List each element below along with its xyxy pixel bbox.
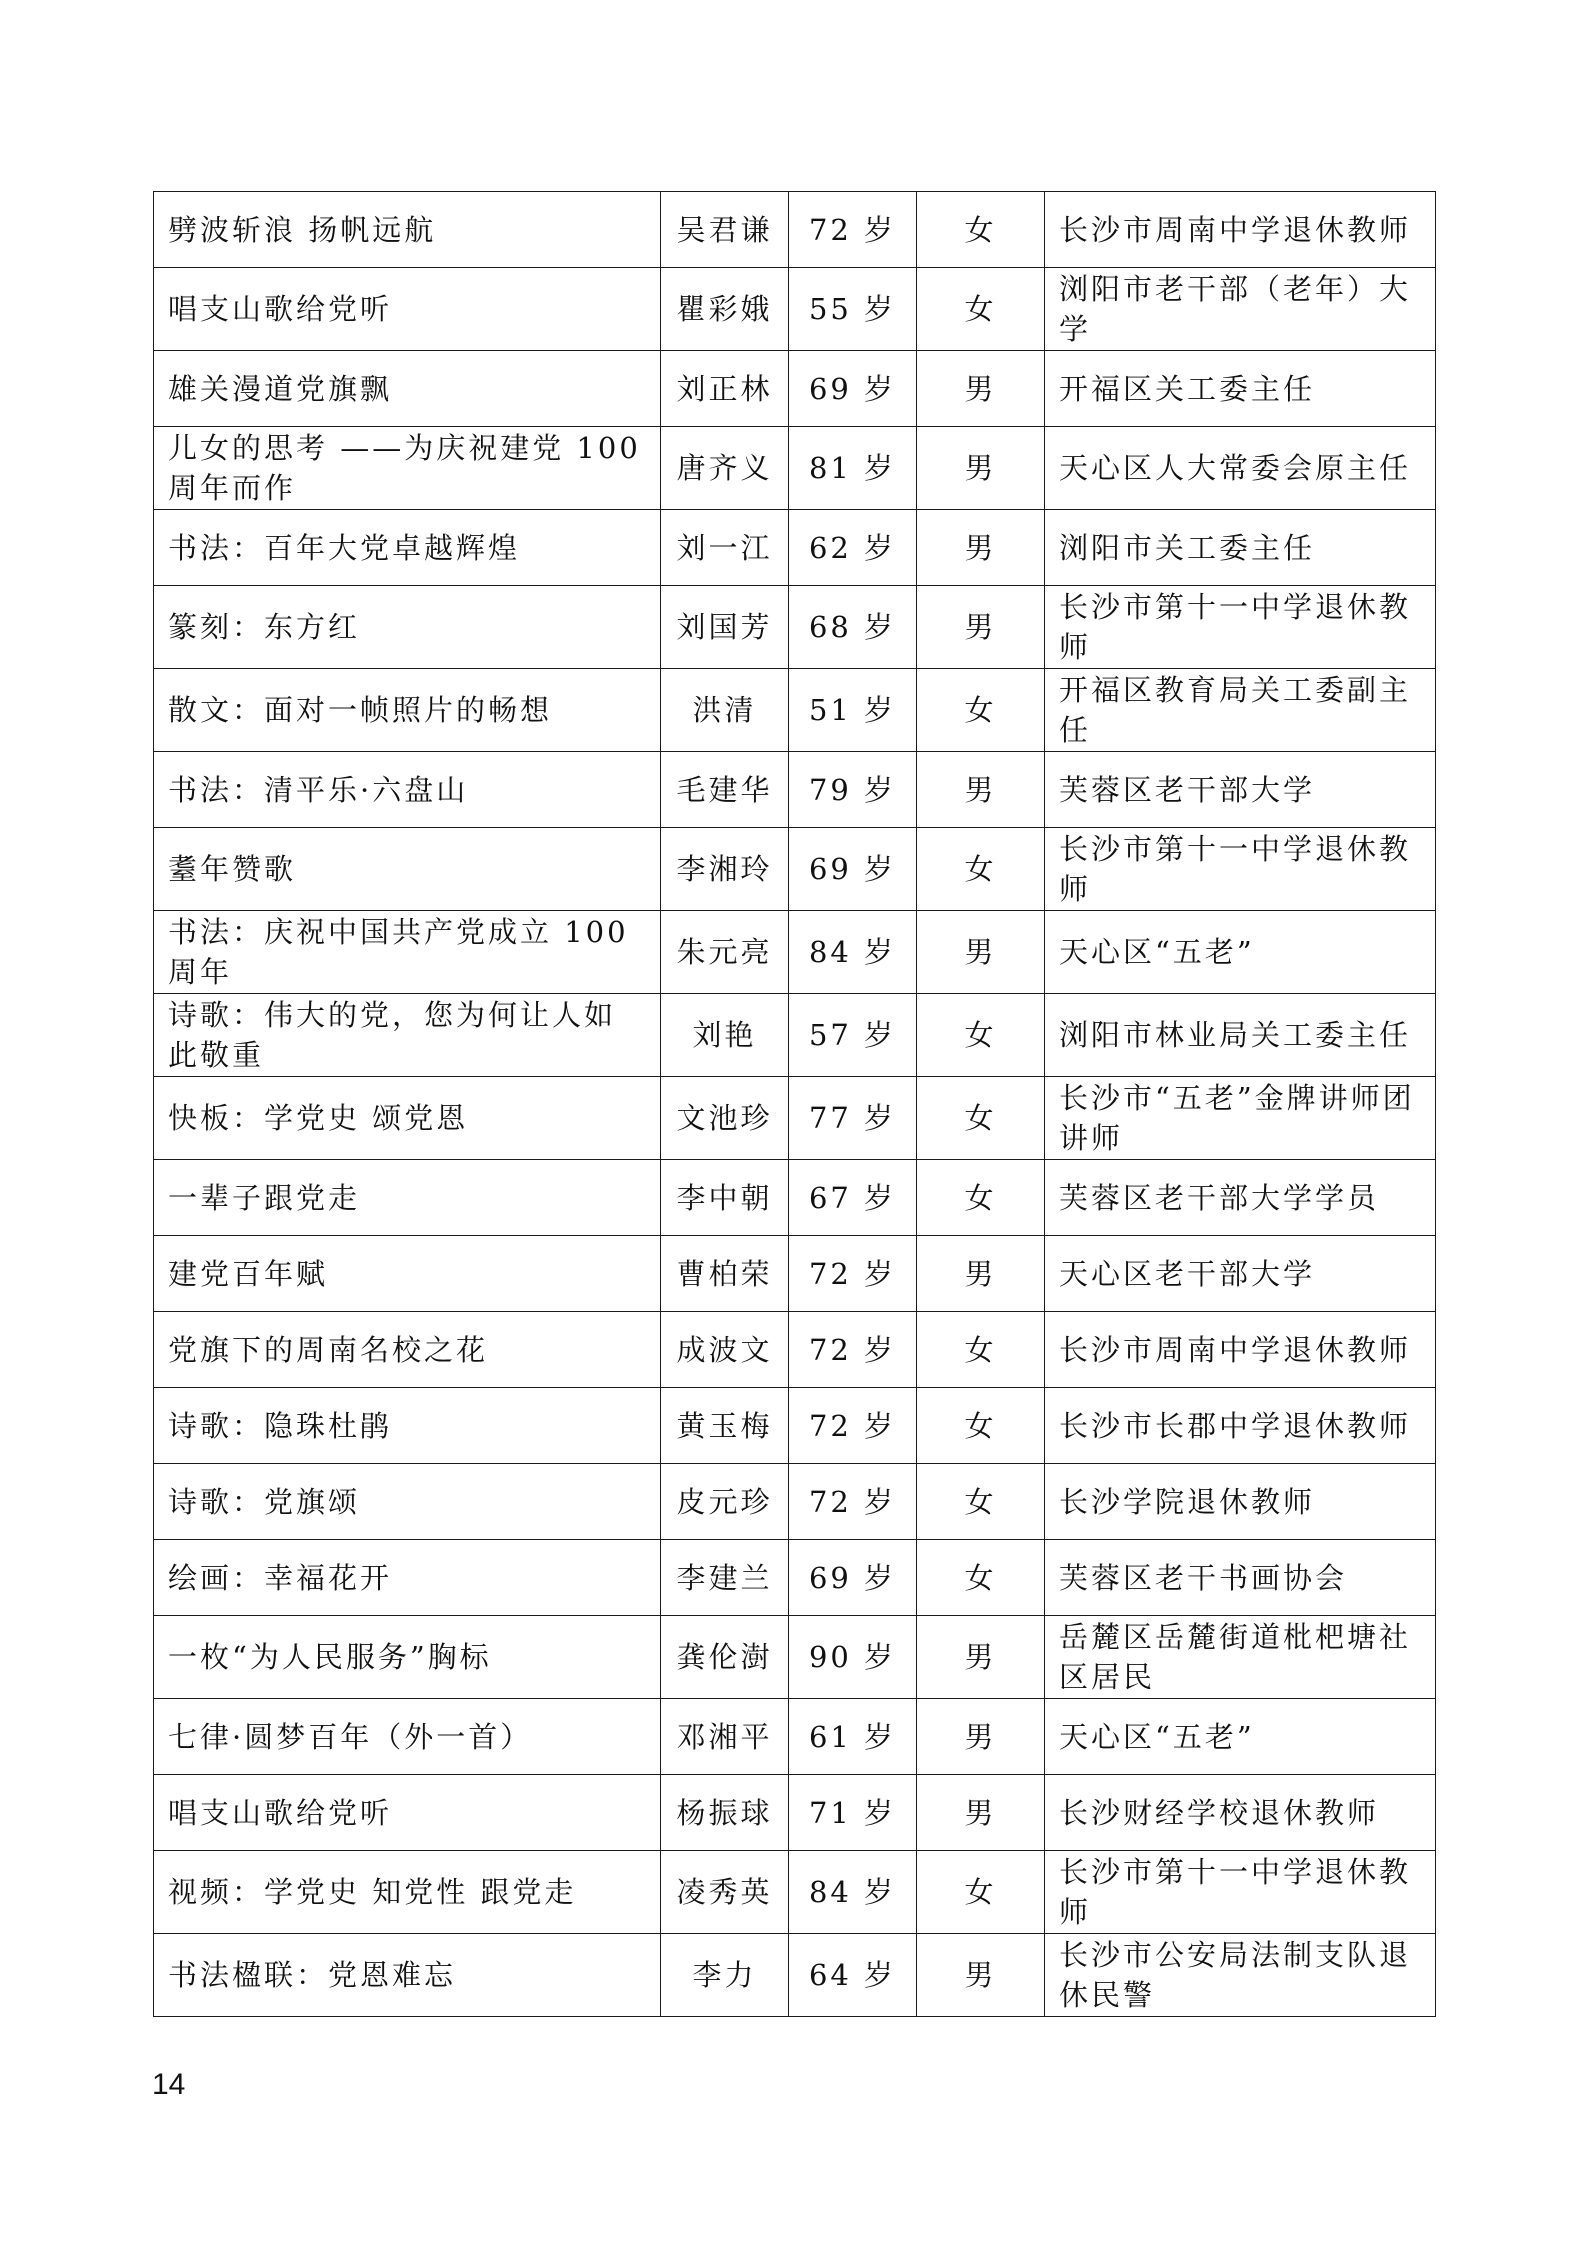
author-name-cell: 毛建华: [661, 752, 789, 828]
author-gender-cell: 女: [917, 1464, 1045, 1540]
author-gender-cell: 男: [917, 1236, 1045, 1312]
author-gender-cell: 男: [917, 586, 1045, 669]
table-row: [154, 510, 1436, 586]
author-age-cell: 72 岁: [789, 1464, 917, 1540]
table-row: [154, 586, 1436, 669]
author-age-cell: 84 岁: [789, 1851, 917, 1934]
author-gender-cell: 女: [917, 994, 1045, 1077]
table-row: [154, 1699, 1436, 1775]
entry-title-cell: 绘画：幸福花开: [154, 1540, 661, 1616]
author-gender-cell: 女: [917, 1077, 1045, 1160]
author-gender-cell: 男: [917, 1775, 1045, 1851]
entry-title-cell: 儿女的思考 ——为庆祝建党 100 周年而作: [154, 427, 661, 510]
entry-title-cell: 书法：庆祝中国共产党成立 100 周年: [154, 911, 661, 994]
author-unit-cell: 长沙市周南中学退休教师: [1045, 1312, 1436, 1388]
author-unit-cell: 长沙市第十一中学退休教师: [1045, 586, 1436, 669]
entry-title-cell: 一枚“为人民服务”胸标: [154, 1616, 661, 1699]
author-name-cell: 刘一江: [661, 510, 789, 586]
author-age-cell: 71 岁: [789, 1775, 917, 1851]
author-name-cell: 曹柏荣: [661, 1236, 789, 1312]
author-name-cell: 吴君谦: [661, 192, 789, 268]
author-gender-cell: 女: [917, 828, 1045, 911]
author-gender-cell: 男: [917, 1699, 1045, 1775]
entry-title-cell: 书法：百年大党卓越辉煌: [154, 510, 661, 586]
author-unit-cell: 天心区人大常委会原主任: [1045, 427, 1436, 510]
author-age-cell: 72 岁: [789, 1312, 917, 1388]
author-unit-cell: 长沙财经学校退休教师: [1045, 1775, 1436, 1851]
entry-title-cell: 书法：清平乐·六盘山: [154, 752, 661, 828]
entry-title-cell: 快板：学党史 颂党恩: [154, 1077, 661, 1160]
author-unit-cell: 长沙市长郡中学退休教师: [1045, 1388, 1436, 1464]
author-gender-cell: 女: [917, 1312, 1045, 1388]
table-row: [154, 669, 1436, 752]
table-row: [154, 1851, 1436, 1934]
author-name-cell: 李中朝: [661, 1160, 789, 1236]
author-gender-cell: 女: [917, 1160, 1045, 1236]
author-age-cell: 68 岁: [789, 586, 917, 669]
author-unit-cell: 天心区“五老”: [1045, 911, 1436, 994]
table-row: [154, 1464, 1436, 1540]
entries-table: [153, 191, 1436, 2017]
table-row: [154, 1775, 1436, 1851]
author-age-cell: 81 岁: [789, 427, 917, 510]
table-row: [154, 1934, 1436, 2017]
entry-title-cell: 建党百年赋: [154, 1236, 661, 1312]
author-unit-cell: 岳麓区岳麓街道枇杷塘社区居民: [1045, 1616, 1436, 1699]
author-age-cell: 51 岁: [789, 669, 917, 752]
author-gender-cell: 女: [917, 1851, 1045, 1934]
table-row: [154, 192, 1436, 268]
author-gender-cell: 男: [917, 1934, 1045, 2017]
entry-title-cell: 诗歌：党旗颂: [154, 1464, 661, 1540]
entry-title-cell: 诗歌：隐珠杜鹃: [154, 1388, 661, 1464]
author-name-cell: 邓湘平: [661, 1699, 789, 1775]
entry-title-cell: 劈波斩浪 扬帆远航: [154, 192, 661, 268]
author-name-cell: 李湘玲: [661, 828, 789, 911]
author-gender-cell: 男: [917, 911, 1045, 994]
author-gender-cell: 女: [917, 1540, 1045, 1616]
author-name-cell: 刘正林: [661, 351, 789, 427]
author-unit-cell: 长沙市“五老”金牌讲师团讲师: [1045, 1077, 1436, 1160]
author-unit-cell: 芙蓉区老干部大学: [1045, 752, 1436, 828]
entry-title-cell: 视频：学党史 知党性 跟党走: [154, 1851, 661, 1934]
table-row: [154, 1616, 1436, 1699]
author-unit-cell: 长沙市周南中学退休教师: [1045, 192, 1436, 268]
entries-table-body: [154, 192, 1436, 2017]
author-unit-cell: 浏阳市关工委主任: [1045, 510, 1436, 586]
author-gender-cell: 男: [917, 427, 1045, 510]
table-row: [154, 1077, 1436, 1160]
author-name-cell: 瞿彩娥: [661, 268, 789, 351]
table-row: [154, 1388, 1436, 1464]
author-name-cell: 洪清: [661, 669, 789, 752]
author-age-cell: 72 岁: [789, 192, 917, 268]
author-unit-cell: 天心区“五老”: [1045, 1699, 1436, 1775]
author-unit-cell: 长沙市第十一中学退休教师: [1045, 1851, 1436, 1934]
author-unit-cell: 芙蓉区老干部大学学员: [1045, 1160, 1436, 1236]
entry-title-cell: 书法楹联：党恩难忘: [154, 1934, 661, 2017]
author-age-cell: 77 岁: [789, 1077, 917, 1160]
entry-title-cell: 唱支山歌给党听: [154, 268, 661, 351]
author-unit-cell: 开福区教育局关工委副主任: [1045, 669, 1436, 752]
author-age-cell: 69 岁: [789, 351, 917, 427]
entry-title-cell: 一辈子跟党走: [154, 1160, 661, 1236]
author-age-cell: 62 岁: [789, 510, 917, 586]
table-row: [154, 752, 1436, 828]
table-row: [154, 1236, 1436, 1312]
author-name-cell: 黄玉梅: [661, 1388, 789, 1464]
table-row: [154, 828, 1436, 911]
author-unit-cell: 芙蓉区老干书画协会: [1045, 1540, 1436, 1616]
author-age-cell: 84 岁: [789, 911, 917, 994]
table-row: [154, 427, 1436, 510]
table-row: [154, 994, 1436, 1077]
author-gender-cell: 男: [917, 510, 1045, 586]
author-name-cell: 唐齐义: [661, 427, 789, 510]
page-number: 14: [152, 2068, 186, 2101]
author-name-cell: 刘国芳: [661, 586, 789, 669]
author-name-cell: 文池珍: [661, 1077, 789, 1160]
author-unit-cell: 浏阳市老干部（老年）大学: [1045, 268, 1436, 351]
author-age-cell: 72 岁: [789, 1388, 917, 1464]
table-row: [154, 268, 1436, 351]
author-unit-cell: 浏阳市林业局关工委主任: [1045, 994, 1436, 1077]
entry-title-cell: 七律·圆梦百年（外一首）: [154, 1699, 661, 1775]
author-age-cell: 57 岁: [789, 994, 917, 1077]
author-unit-cell: 长沙学院退休教师: [1045, 1464, 1436, 1540]
author-name-cell: 成波文: [661, 1312, 789, 1388]
author-gender-cell: 男: [917, 752, 1045, 828]
author-gender-cell: 女: [917, 1388, 1045, 1464]
entry-title-cell: 耋年赞歌: [154, 828, 661, 911]
entry-title-cell: 诗歌：伟大的党，您为何让人如此敬重: [154, 994, 661, 1077]
author-gender-cell: 女: [917, 192, 1045, 268]
author-name-cell: 朱元亮: [661, 911, 789, 994]
author-age-cell: 79 岁: [789, 752, 917, 828]
author-age-cell: 69 岁: [789, 828, 917, 911]
entry-title-cell: 雄关漫道党旗飘: [154, 351, 661, 427]
author-gender-cell: 男: [917, 1616, 1045, 1699]
author-name-cell: 刘艳: [661, 994, 789, 1077]
author-name-cell: 李建兰: [661, 1540, 789, 1616]
table-row: [154, 1540, 1436, 1616]
author-age-cell: 69 岁: [789, 1540, 917, 1616]
author-gender-cell: 男: [917, 351, 1045, 427]
author-name-cell: 杨振球: [661, 1775, 789, 1851]
author-unit-cell: 长沙市第十一中学退休教师: [1045, 828, 1436, 911]
author-name-cell: 凌秀英: [661, 1851, 789, 1934]
author-age-cell: 72 岁: [789, 1236, 917, 1312]
table-row: [154, 1160, 1436, 1236]
author-age-cell: 64 岁: [789, 1934, 917, 2017]
author-age-cell: 90 岁: [789, 1616, 917, 1699]
author-gender-cell: 女: [917, 268, 1045, 351]
author-age-cell: 61 岁: [789, 1699, 917, 1775]
author-age-cell: 55 岁: [789, 268, 917, 351]
author-unit-cell: 长沙市公安局法制支队退休民警: [1045, 1934, 1436, 2017]
author-gender-cell: 女: [917, 669, 1045, 752]
author-name-cell: 龚伦澍: [661, 1616, 789, 1699]
entry-title-cell: 篆刻：东方红: [154, 586, 661, 669]
author-name-cell: 李力: [661, 1934, 789, 2017]
author-unit-cell: 天心区老干部大学: [1045, 1236, 1436, 1312]
table-row: [154, 351, 1436, 427]
entry-title-cell: 散文：面对一帧照片的畅想: [154, 669, 661, 752]
table-row: [154, 1312, 1436, 1388]
author-unit-cell: 开福区关工委主任: [1045, 351, 1436, 427]
author-age-cell: 67 岁: [789, 1160, 917, 1236]
entry-title-cell: 唱支山歌给党听: [154, 1775, 661, 1851]
author-name-cell: 皮元珍: [661, 1464, 789, 1540]
table-row: [154, 911, 1436, 994]
entry-title-cell: 党旗下的周南名校之花: [154, 1312, 661, 1388]
